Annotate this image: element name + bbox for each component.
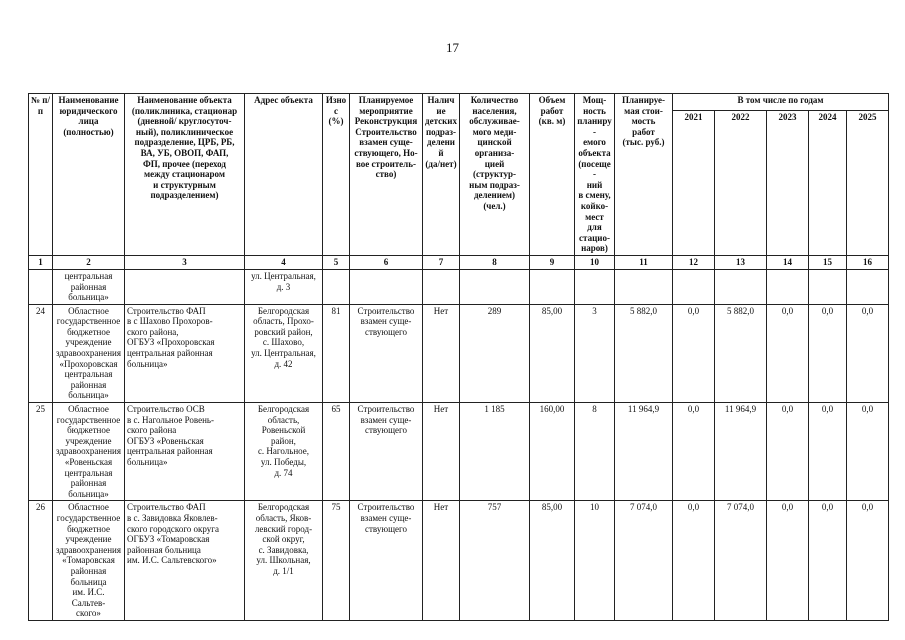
col-header-cost: Планируе- мая стои- мость работ (тыс. руб.) (615, 94, 673, 256)
cell-org: Областное государственное бюджетное учреждение здравоохранения «Томаровская районная больница им. И.С. Сальтев- ского» (53, 501, 125, 621)
cell-capacity: 8 (575, 403, 615, 501)
page-number: 17 (446, 40, 459, 55)
cell-children: Нет (423, 304, 460, 402)
cell-num: 24 (29, 304, 53, 402)
cell-wear: 81 (323, 304, 350, 402)
column-number: 10 (575, 255, 615, 269)
cell-org: Областное государственное бюджетное учреждение здравоохранения «Ровеньская центральная районная больница» (53, 403, 125, 501)
cell-wear: 65 (323, 403, 350, 501)
column-number: 13 (715, 255, 767, 269)
column-number: 9 (530, 255, 575, 269)
cell-wear: 75 (323, 501, 350, 621)
col-header-year-2022: 2022 (715, 110, 767, 255)
table-row (29, 304, 889, 402)
column-number: 2 (53, 255, 125, 269)
cell-year-2022: 7 074,0 (715, 501, 767, 621)
cell-year-2023: 0,0 (767, 501, 809, 621)
column-number: 11 (615, 255, 673, 269)
cell-object: Строительство ОСВ в с. Нагольное Ровень- ского района ОГБУЗ «Ровеньская центральная районная больница» (125, 403, 245, 501)
cell-year-2023: 0,0 (767, 403, 809, 501)
table-row (29, 501, 889, 621)
cell-object: Строительство ФАП в с Шахово Прохоров- ского района, ОГБУЗ «Прохоровская центральная районная больница» (125, 304, 245, 402)
cell-cost: 7 074,0 (615, 501, 673, 621)
cell-org: центральная районная больница» (53, 269, 125, 304)
column-number: 12 (673, 255, 715, 269)
col-header-wear: Износ (%) (323, 94, 350, 256)
cell-volume: 85,00 (530, 501, 575, 621)
cell-year-2025: 0,0 (847, 501, 889, 621)
cell-year-2021: 0,0 (673, 501, 715, 621)
col-header-year-2023: 2023 (767, 110, 809, 255)
cell-year-2025: 0,0 (847, 403, 889, 501)
cell-year-2024: 0,0 (809, 403, 847, 501)
column-number: 6 (350, 255, 423, 269)
cell-year-2023: 0,0 (767, 304, 809, 402)
cell-year-2024: 0,0 (809, 501, 847, 621)
cell-measure: Строительство взамен суще- ствующего (350, 501, 423, 621)
col-header-num: № п/п (29, 94, 53, 256)
col-header-year-2025: 2025 (847, 110, 889, 255)
cell-measure: Строительство взамен суще- ствующего (350, 403, 423, 501)
cell-volume: 85,00 (530, 304, 575, 402)
col-header-measure: Планируемое мероприятие Реконструкция Строительство взамен суще- ствующего, Но- вое строитель- ство) (350, 94, 423, 256)
cell-address: ул. Центральная, д. 3 (245, 269, 323, 304)
col-header-capacity: Мощ- ность планиру- емого объекта (посеще- ний в смену, койко- мест для стацио- наров) (575, 94, 615, 256)
cell-year-2021: 0,0 (673, 403, 715, 501)
col-header-org: Наименование юридического лица (полностью) (53, 94, 125, 256)
col-header-population: Количество населения, обслуживае- мого меди- цинской организа- цией (структур- ным подраз- делением) (чел.) (460, 94, 530, 256)
col-header-volume: Объем работ (кв. м) (530, 94, 575, 256)
col-header-address: Адрес объекта (245, 94, 323, 256)
header-row (29, 94, 889, 111)
cell-children: Нет (423, 403, 460, 501)
cell-volume: 160,00 (530, 403, 575, 501)
col-header-years-group: В том числе по годам (673, 94, 889, 111)
facilities-table (28, 93, 889, 621)
col-header-object: Наименование объекта (поликлиника, стационар (дневной/ круглосуточ- ный), поликлиническое подразделение, ЦРБ, РБ, ВА, УБ, ОВОП, ФАП, ФП, прочее (переход между стационаром и структурным подразделением) (125, 94, 245, 256)
column-number: 16 (847, 255, 889, 269)
column-number: 1 (29, 255, 53, 269)
cell-population: 289 (460, 304, 530, 402)
cell-num: 26 (29, 501, 53, 621)
cell-cost: 11 964,9 (615, 403, 673, 501)
cell-year-2025: 0,0 (847, 304, 889, 402)
column-number: 7 (423, 255, 460, 269)
cell-capacity: 10 (575, 501, 615, 621)
column-number-row (29, 255, 889, 269)
table-row (29, 403, 889, 501)
cell-year-2022: 11 964,9 (715, 403, 767, 501)
cell-address: Белгородская область, Яков- левский город- ской округ, с. Завидовка, ул. Школьная, д. 1/1 (245, 501, 323, 621)
column-number: 15 (809, 255, 847, 269)
cell-year-2024: 0,0 (809, 304, 847, 402)
cell-num: 25 (29, 403, 53, 501)
cell-population: 1 185 (460, 403, 530, 501)
col-header-year-2024: 2024 (809, 110, 847, 255)
cell-population: 757 (460, 501, 530, 621)
column-number: 14 (767, 255, 809, 269)
cell-measure: Строительство взамен суще- ствующего (350, 304, 423, 402)
cell-year-2021: 0,0 (673, 304, 715, 402)
cell-year-2022: 5 882,0 (715, 304, 767, 402)
cell-address: Белгородская область, Прохо- ровский район, с. Шахово, ул. Центральная, д. 42 (245, 304, 323, 402)
column-number: 4 (245, 255, 323, 269)
cell-address: Белгородская область, Ровеньской район, с. Нагольное, ул. Победы, д. 74 (245, 403, 323, 501)
cell-capacity: 3 (575, 304, 615, 402)
column-number: 8 (460, 255, 530, 269)
col-header-year-2021: 2021 (673, 110, 715, 255)
cell-object: Строительство ФАП в с. Завидовка Яковлев- ского городского округа ОГБУЗ «Томаровская районная больница им. И.С. Сальтевского» (125, 501, 245, 621)
cell-cost: 5 882,0 (615, 304, 673, 402)
col-header-children: Наличие детских подраз- делений (да/нет) (423, 94, 460, 256)
cell-children: Нет (423, 501, 460, 621)
column-number: 5 (323, 255, 350, 269)
cell-org: Областное государственное бюджетное учреждение здравоохранения «Прохоровская центральная районная больница» (53, 304, 125, 402)
column-number: 3 (125, 255, 245, 269)
continuation-row (29, 269, 889, 304)
